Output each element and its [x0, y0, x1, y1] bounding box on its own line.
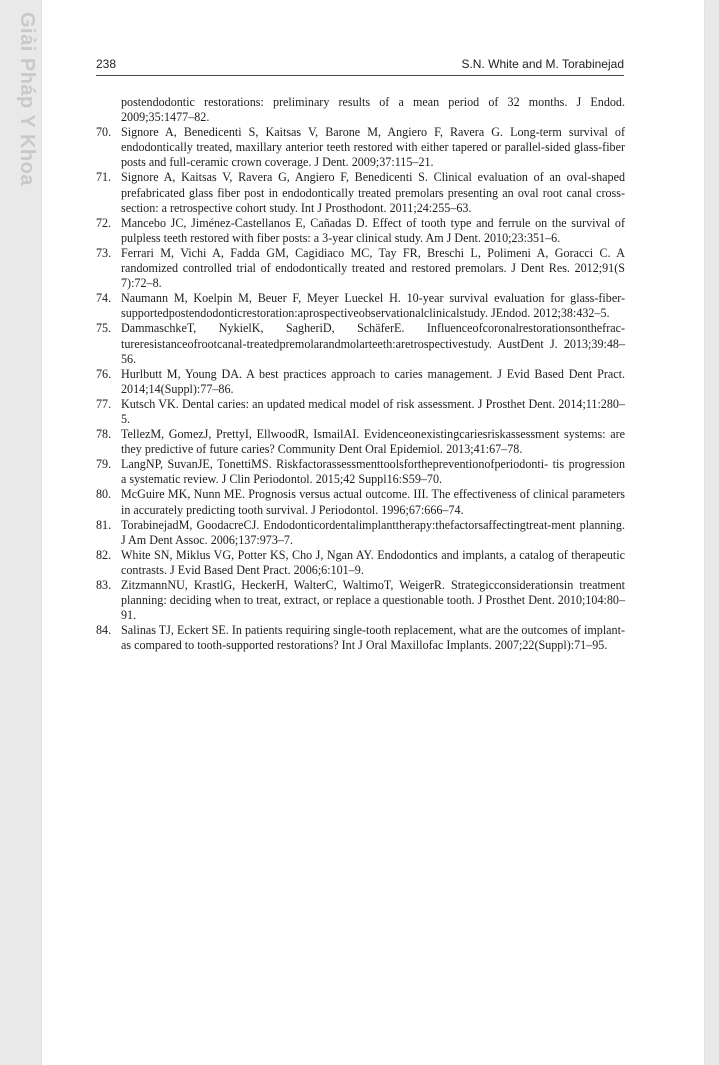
reference-text: White SN, Miklus VG, Potter KS, Cho J, Ngan AY. Endodontics and implants, a catalog of therapeutic contrasts. J Evid Based Dent Pract. 2006;6:101–9. [121, 547, 625, 577]
reference-number: 77. [96, 396, 112, 411]
page-number: 238 [96, 57, 117, 71]
reference-item [96, 518, 625, 548]
reference-item [96, 291, 625, 321]
reference-text: Mancebo JC, Jiménez-Castellanos E, Cañadas D. Effect of tooth type and ferrule on the survival of pulpless teeth restored with fiber posts: a 3-year clinical study. Am J Dent. 2010;23:351–6. [121, 215, 625, 245]
reference-item [96, 170, 625, 215]
reference-item [96, 578, 625, 623]
reference-item [96, 95, 625, 125]
reference-text: TorabinejadM, GoodacreCJ. Endodonticordentalimplanttherapy:thefactorsaffectingtreat-ment planning. J Am Dent Assoc. 2006;137:973–7. [121, 517, 625, 547]
reference-item [96, 125, 625, 170]
reference-number: 74. [96, 291, 112, 306]
running-header [96, 57, 624, 76]
reference-item [96, 367, 625, 397]
document-page [42, 0, 704, 1065]
reference-text: Ferrari M, Vichi A, Fadda GM, Cagidiaco MC, Tay FR, Breschi L, Polimeni A, Goracci C. A randomized controlled trial of endodontically treated and restored premolars. J Dent Res. 2012;91(S 7):72–8. [121, 245, 625, 291]
reference-item [96, 427, 625, 457]
reference-text: LangNP, SuvanJE, TonettiMS. Riskfactorassessmenttoolsforthepreventionofperiodonti- tis progression a systematic review. J Clin Periodontol. 2015;42 Suppl16:S59–70. [121, 457, 625, 487]
reference-number: 70. [96, 125, 112, 140]
reference-number: 75. [96, 321, 112, 336]
reference-text: McGuire MK, Nunn ME. Prognosis versus actual outcome. III. The effectiveness of clinical parameters in accurately predicting tooth survival. J Periodontol. 1996;67:666–74. [121, 487, 625, 517]
reference-item [96, 246, 625, 291]
reference-number: 71. [96, 170, 112, 185]
reference-text: Hurlbutt M, Young DA. A best practices approach to caries management. J Evid Based Dent Pract. 2014;14(Suppl):77–86. [121, 366, 625, 396]
running-header-authors: S.N. White and M. Torabinejad [461, 57, 624, 71]
reference-number: 79. [96, 457, 112, 472]
reference-text: ZitzmannNU, KrastlG, HeckerH, WalterC, WaltimoT, WeigerR. Strategicconsiderationsin treatment planning: deciding when to treat, extract, or replace a questionable tooth. J Prosthet Dent. 2010;104:80–91. [121, 578, 625, 623]
reference-item [96, 623, 625, 653]
reference-item [96, 397, 625, 427]
watermark-text: Giải Pháp Y Khoa [16, 12, 38, 186]
reference-item [96, 487, 625, 517]
reference-number: 81. [96, 517, 112, 532]
reference-number: 84. [96, 623, 112, 638]
reference-item [96, 457, 625, 487]
reference-item [96, 321, 625, 366]
reference-number: 80. [96, 487, 112, 502]
reference-text: Kutsch VK. Dental caries: an updated medical model of risk assessment. J Prosthet Dent. 2014;11:280–5. [121, 396, 625, 426]
reference-item [96, 216, 625, 246]
reference-text: TellezM, GomezJ, PrettyI, EllwoodR, IsmailAI. Evidenceonexistingcariesriskassessment systems: are they predictive of future caries? Community Dent Oral Epidemiol. 2013;41:67–78. [121, 427, 625, 457]
reference-item [96, 548, 625, 578]
reference-text: Salinas TJ, Eckert SE. In patients requiring single-tooth replacement, what are the outcomes of implant- as compared to tooth-supported restorations? Int J Oral Maxillofac Implants. 2007;22(Suppl):71–95. [121, 623, 625, 653]
reference-text: DammaschkeT, NykielK, SagheriD, SchäferE. Influenceofcoronalrestorationsonthefrac-tureresistanceofrootcanal-treatedpremolarandmolarteeth:aretrospectivestudy. AustDent J. 2013;39:48–56. [121, 321, 625, 366]
reference-number: 72. [96, 215, 112, 230]
reference-list [96, 95, 625, 653]
reference-text: postendodontic restorations: preliminary results of a mean period of 32 months. J Endod. 2009;35:1477–82. [121, 95, 625, 125]
reference-number: 82. [96, 547, 112, 562]
reference-text: Naumann M, Koelpin M, Beuer F, Meyer Lueckel H. 10-year survival evaluation for glass-fiber-supportedpostendodonticrestoration:aprospectiveobservationalclinicalstudy. JEndod. 2012;38:432–5. [121, 291, 625, 321]
reference-number: 78. [96, 427, 112, 442]
reference-number: 73. [96, 245, 112, 260]
reference-text: Signore A, Kaitsas V, Ravera G, Angiero F, Benedicenti S. Clinical evaluation of an oval-shaped prefabricated glass fiber post in endodontically treated premolars presenting an oval root canal cross-section: a retrospective cohort study. Int J Prosthodont. 2011;24:255–63. [121, 170, 625, 215]
reference-text: Signore A, Benedicenti S, Kaitsas V, Barone M, Angiero F, Ravera G. Long-term survival of endodontically treated, maxillary anterior teeth restored with either tapered or parallel-sided glass-fiber posts and full-ceramic crown coverage. J Dent. 2009;37:115–21. [121, 125, 625, 170]
reference-number: 76. [96, 366, 112, 381]
reference-number: 83. [96, 578, 112, 592]
